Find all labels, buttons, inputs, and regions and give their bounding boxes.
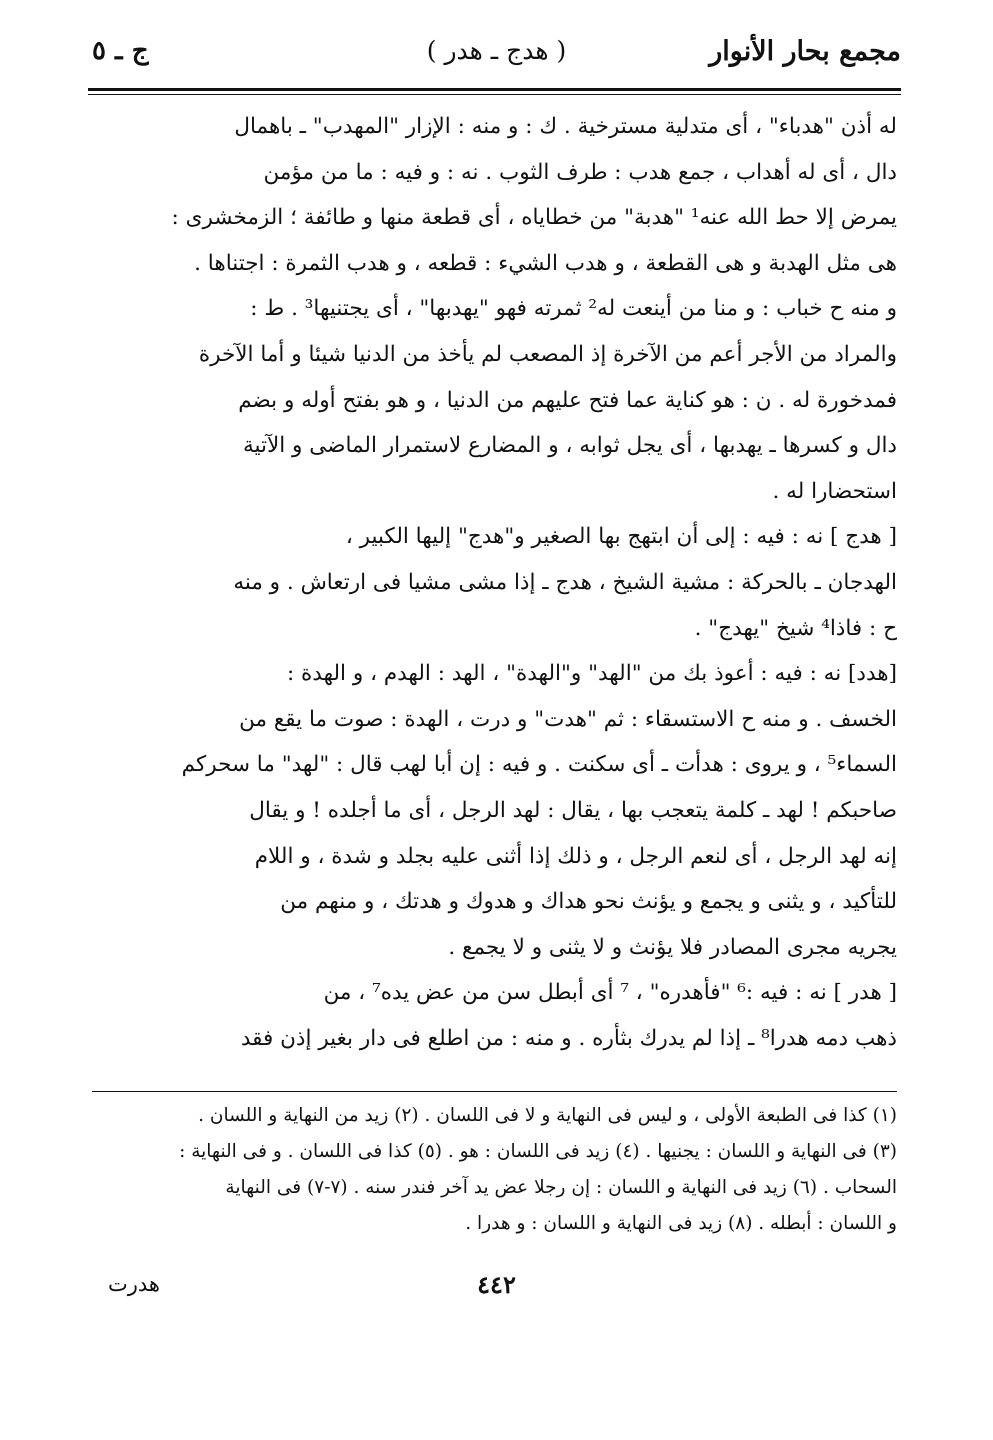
text-line: الهدجان ـ بالحركة : مشية الشيخ ، هدج ـ إذا مشى مشيا فى ارتعاش . و منه <box>233 569 897 595</box>
entry-range: ( هدج ـ هدر ) <box>426 36 567 65</box>
page-number: ٤٤٢ <box>477 1270 516 1299</box>
text-line: والمراد من الأجر أعم من الآخرة إذ المصعب لم يأخذ من الدنيا شيئا و أما الآخرة <box>198 341 897 367</box>
text-line: الخسف . و منه ح الاستسقاء : ثم "هدت" و درت ، الهدة : صوت ما يقع من <box>239 706 897 732</box>
page-header <box>92 32 901 86</box>
text-line: استحضارا له . <box>772 478 897 504</box>
footnote-rule <box>92 1091 897 1092</box>
text-line: و منه ح خباب : و منا من أينعت له² ثمرته فهو "يهدبها" ، أى يجتنيها³ . ط : <box>250 296 897 322</box>
catchword: هدرت <box>108 1272 161 1296</box>
text-line: هى مثل الهدبة و هى القطعة ، و هدب الشيء : قطعه ، و هدب الثمرة : اجتناها . <box>194 250 897 276</box>
volume-number: ج ـ ٥ <box>92 36 149 66</box>
text-line: دال ، أى له أهداب ، جمع هدب : طرف الثوب . نه : و فيه : ما من مؤمن <box>263 159 897 185</box>
text-line: للتأكيد ، و يثنى و يجمع و يؤنث نحو هداك و هدوك و هدتك ، و منهم من <box>280 889 897 915</box>
main-text <box>92 104 897 1061</box>
footnotes <box>92 1098 897 1242</box>
text-line: ح : فاذا⁴ شيخ "يهدج" . <box>694 615 897 641</box>
book-title: مجمع بحار الأنوار <box>709 36 901 67</box>
text-line: له أذن "هدباء" ، أى متدلية مسترخية . ك : و منه : الإزار "المهدب" ـ باهمال <box>234 114 897 139</box>
footnote-line: و اللسان : أبطله . (٨) زيد فى النهاية و اللسان : و هدرا . <box>465 1213 897 1234</box>
entry-heading-line: [ هدج ] نه : فيه : إلى أن ابتهج بها الصغير و"هدج" إليها الكبير ، <box>345 524 897 550</box>
text-line: دال و كسرها ـ يهدبها ، أى يجل ثوابه ، و المضارع لاستمرار الماضى و الآتية <box>242 433 897 459</box>
text-line: يمرض إلا حط الله عنه¹ "هدبة" من خطاياه ، أى قطعة منها و طائفة ؛ الزمخشرى : <box>171 205 897 231</box>
text-line: السماء⁵ ، و يروى : هدأت ـ أى سكنت . و فيه : إن أبا لهب قال : "لهد" ما سحركم <box>181 752 897 778</box>
text-line: ذهب دمه هدرا⁸ ـ إذا لم يدرك بثأره . و منه : من اطلع فى دار بغير إذن فقد <box>240 1025 897 1051</box>
header-rule <box>88 88 901 91</box>
footnote-line: (١) كذا فى الطبعة الأولى ، و ليس فى النهاية و لا فى اللسان . (٢) زيد من النهاية و اللسان . <box>198 1105 897 1126</box>
text-line: صاحبكم ! لهد ـ كلمة يتعجب بها ، يقال : لهد الرجل ، أى ما أجلده ! و يقال <box>249 797 897 823</box>
footnote-line: (٣) فى النهاية و اللسان : يجنيها . (٤) زيد فى اللسان : هو . (٥) كذا فى اللسان . و فى النهاية : <box>179 1141 897 1162</box>
header-rule-thin <box>88 94 901 95</box>
entry-heading-line: [هدد] نه : فيه : أعوذ بك من "الهد" و"الهدة" ، الهد : الهدم ، و الهدة : <box>286 661 897 687</box>
text-line: إنه لهد الرجل ، أى لنعم الرجل ، و ذلك إذا أثنى عليه بجلد و شدة ، و اللام <box>254 843 897 869</box>
entry-heading-line: [ هدر ] نه : فيه :⁶ "فأهدره" ، ⁷ أى أبطل سن من عض يده⁷ ، من <box>323 980 897 1006</box>
footnote-line: السحاب . (٦) زيد فى النهاية و اللسان : إن رجلا عض يد آخر فندر سنه . (٧-٧) فى النهاية <box>225 1177 897 1198</box>
text-line: فمدخورة له . ن : هو كناية عما فتح عليهم من الدنيا ، و هو بفتح أوله و بضم <box>238 387 897 413</box>
text-line: يجريه مجرى المصادر فلا يؤنث و لا يثنى و لا يجمع . <box>448 934 897 960</box>
